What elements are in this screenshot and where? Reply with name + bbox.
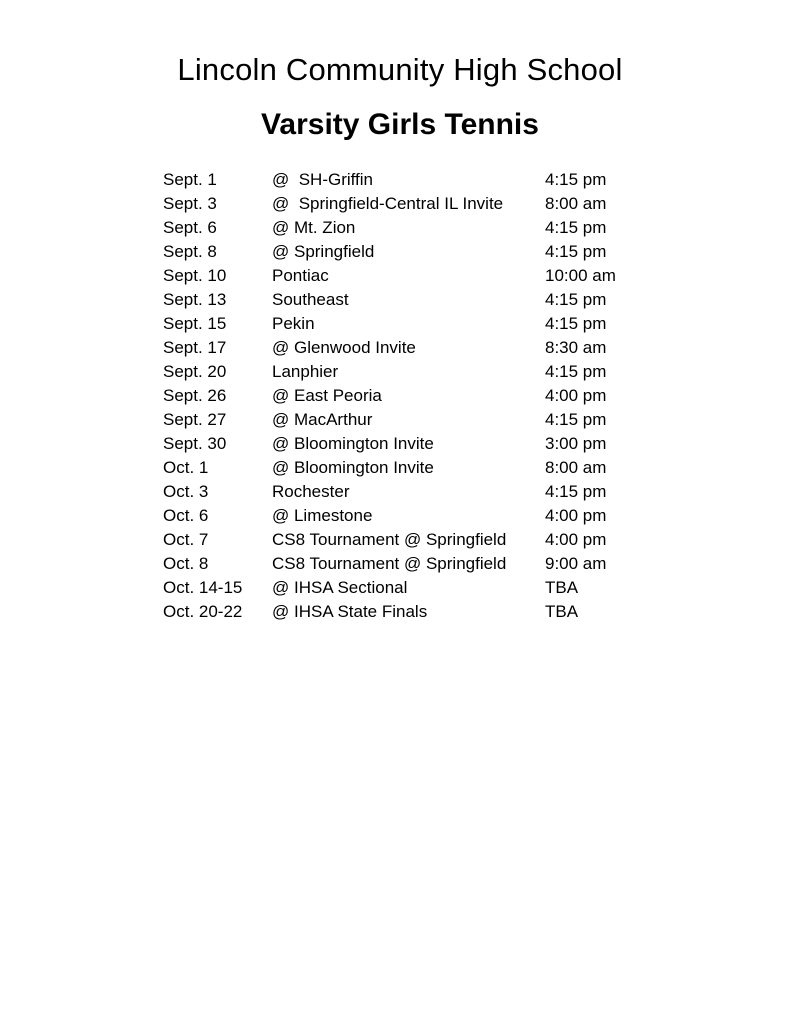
match-time: 4:15 pm xyxy=(545,218,607,237)
match-time: 4:15 pm xyxy=(545,314,607,333)
match-opponent: @ Bloomington Invite xyxy=(272,458,434,477)
match-opponent: Southeast xyxy=(272,290,349,309)
match-time: 4:00 pm xyxy=(545,530,607,549)
match-date: Sept. 10 xyxy=(163,266,227,285)
match-opponent: @ Bloomington Invite xyxy=(272,434,434,453)
match-opponent: @ Mt. Zion xyxy=(272,218,356,237)
match-opponent: Pontiac xyxy=(272,266,329,285)
schedule-row xyxy=(163,336,683,360)
schedule-row xyxy=(163,456,683,480)
match-opponent: @ IHSA State Finals xyxy=(272,602,428,621)
match-time: 4:00 pm xyxy=(545,386,607,405)
match-time: 4:15 pm xyxy=(545,362,607,381)
schedule-row xyxy=(163,528,683,552)
match-time: TBA xyxy=(545,578,579,597)
schedule-table xyxy=(163,168,683,624)
match-time: 4:15 pm xyxy=(545,482,607,501)
match-date: Sept. 3 xyxy=(163,194,217,213)
match-opponent: @ Springfield xyxy=(272,242,375,261)
schedule-row xyxy=(163,264,683,288)
match-date: Sept. 1 xyxy=(163,170,217,189)
match-date: Sept. 17 xyxy=(163,338,227,357)
schedule-row xyxy=(163,504,683,528)
match-opponent: @ Limestone xyxy=(272,506,373,525)
match-date: Sept. 26 xyxy=(163,386,227,405)
match-opponent: @ IHSA Sectional xyxy=(272,578,408,597)
match-opponent: @ MacArthur xyxy=(272,410,373,429)
match-date: Sept. 6 xyxy=(163,218,217,237)
match-date: Sept. 27 xyxy=(163,410,227,429)
match-date: Sept. 30 xyxy=(163,434,227,453)
match-opponent: Pekin xyxy=(272,314,315,333)
schedule-row xyxy=(163,360,683,384)
schedule-row xyxy=(163,480,683,504)
match-date: Sept. 20 xyxy=(163,362,227,381)
match-opponent: Rochester xyxy=(272,482,350,501)
match-date: Oct. 7 xyxy=(163,530,209,549)
match-opponent: @ Springfield-Central IL Invite xyxy=(272,194,504,213)
match-time: 4:15 pm xyxy=(545,170,607,189)
match-time: 8:00 am xyxy=(545,458,607,477)
match-opponent: @ SH-Griffin xyxy=(272,170,374,189)
match-time: 9:00 am xyxy=(545,554,607,573)
match-time: 8:30 am xyxy=(545,338,607,357)
schedule-row xyxy=(163,168,683,192)
schedule-row xyxy=(163,288,683,312)
match-date: Oct. 20-22 xyxy=(163,602,243,621)
match-opponent: CS8 Tournament @ Springfield xyxy=(272,554,507,573)
match-time: 4:15 pm xyxy=(545,290,607,309)
match-time: 10:00 am xyxy=(545,266,616,285)
match-date: Sept. 13 xyxy=(163,290,227,309)
schedule-row xyxy=(163,312,683,336)
team-subtitle: Varsity Girls Tennis xyxy=(261,108,539,141)
match-time: 4:15 pm xyxy=(545,410,607,429)
match-date: Oct. 14-15 xyxy=(163,578,243,597)
schedule-row xyxy=(163,576,683,600)
match-time: 4:15 pm xyxy=(545,242,607,261)
schedule-row xyxy=(163,432,683,456)
match-date: Oct. 3 xyxy=(163,482,209,501)
match-opponent: @ East Peoria xyxy=(272,386,382,405)
match-date: Oct. 8 xyxy=(163,554,209,573)
match-date: Sept. 15 xyxy=(163,314,227,333)
schedule-row xyxy=(163,600,683,624)
match-opponent: @ Glenwood Invite xyxy=(272,338,416,357)
schedule-row xyxy=(163,240,683,264)
match-time: 3:00 pm xyxy=(545,434,607,453)
match-time: 4:00 pm xyxy=(545,506,607,525)
school-title: Lincoln Community High School xyxy=(177,52,623,87)
schedule-row xyxy=(163,192,683,216)
match-date: Oct. 6 xyxy=(163,506,209,525)
schedule-row xyxy=(163,408,683,432)
match-date: Sept. 8 xyxy=(163,242,217,261)
schedule-row xyxy=(163,552,683,576)
match-time: 8:00 am xyxy=(545,194,607,213)
match-opponent: Lanphier xyxy=(272,362,339,381)
match-date: Oct. 1 xyxy=(163,458,209,477)
match-time: TBA xyxy=(545,602,579,621)
schedule-row xyxy=(163,216,683,240)
match-opponent: CS8 Tournament @ Springfield xyxy=(272,530,507,549)
schedule-row xyxy=(163,384,683,408)
